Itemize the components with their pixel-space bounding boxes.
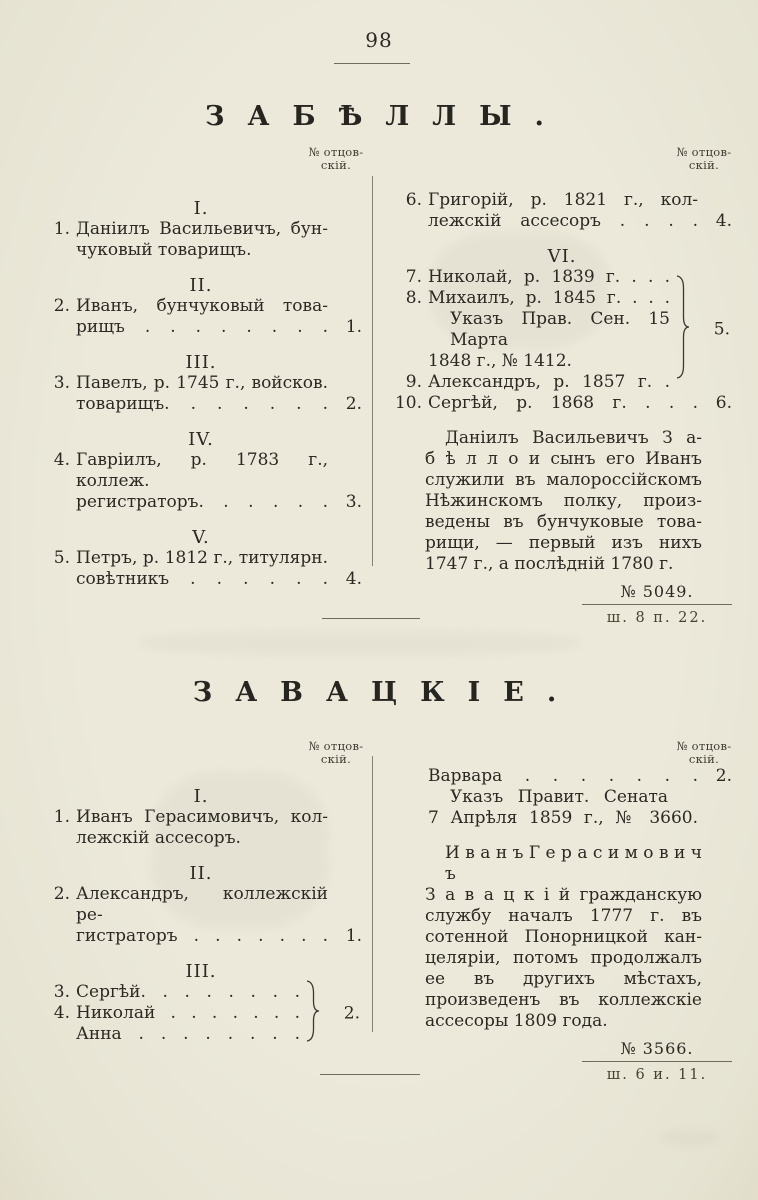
entry-number: 6. bbox=[405, 190, 422, 210]
father-ref-number: 2. bbox=[715, 766, 732, 786]
generation-heading: V. bbox=[192, 527, 210, 548]
archive-reference bbox=[582, 581, 732, 629]
entry-text: 1848 г., № 1412. bbox=[428, 351, 572, 371]
shelf-reference: ш. 8 п. 22. bbox=[606, 610, 708, 626]
note-line: служили въ малороссійскомъ bbox=[425, 470, 702, 490]
entry-text: рищъ . . . . . . . . bbox=[76, 317, 328, 337]
document-number: № 5049. bbox=[582, 581, 732, 605]
father-ref-number: 2. bbox=[343, 1003, 360, 1023]
entry-text: Александръ, коллежскій ре- bbox=[76, 884, 328, 925]
entry-number: 1. bbox=[53, 807, 70, 827]
entry-text: гистраторъ . . . . . . . bbox=[76, 926, 328, 946]
entry-text: Иванъ, бунчуковый това- bbox=[76, 296, 328, 316]
entry-number: 8. bbox=[405, 288, 422, 308]
entry-row bbox=[40, 982, 300, 1003]
genealogy-column-left bbox=[40, 184, 362, 590]
entry-row bbox=[40, 569, 362, 590]
fathers-no-column-header bbox=[294, 146, 378, 172]
entry-row bbox=[40, 926, 362, 947]
entry-row bbox=[40, 548, 362, 569]
brace-icon bbox=[305, 980, 320, 1042]
entry-row bbox=[392, 190, 732, 211]
archive-reference bbox=[582, 1038, 732, 1086]
note-line: ведены въ бунчуковые това- bbox=[425, 512, 702, 532]
entry-text: Анна . . . . . . . . bbox=[76, 1024, 300, 1044]
generation-heading: II. bbox=[189, 863, 213, 884]
page-number: 98 bbox=[365, 28, 393, 52]
fathers-no-header-line1: № отцов- bbox=[308, 145, 364, 159]
entry-text: лежскій ассесоръ . . . . bbox=[428, 211, 698, 231]
bleed-through-smudge bbox=[140, 630, 580, 656]
column-divider bbox=[372, 176, 373, 566]
entry-number: 10. bbox=[394, 393, 422, 413]
brace-icon bbox=[675, 275, 690, 379]
note-paragraph bbox=[425, 428, 702, 575]
father-ref-number: 4. bbox=[345, 569, 362, 589]
entry-text: товарищъ. . . . . . . bbox=[76, 394, 328, 414]
sibling-group bbox=[392, 267, 732, 393]
generation-heading: I. bbox=[193, 786, 209, 807]
entry-text: чуковый товарищъ. bbox=[76, 240, 252, 260]
note-line: Даніилъ Васильевичъ З а- bbox=[445, 428, 702, 448]
entry-row bbox=[392, 393, 732, 414]
column-divider bbox=[372, 756, 373, 1032]
note-line: б ѣ л л о и сынъ его Иванъ bbox=[425, 449, 702, 469]
entry-row bbox=[392, 309, 670, 351]
entry-row bbox=[392, 351, 670, 372]
note-line: ассесоры 1809 года. bbox=[425, 1011, 608, 1031]
entry-text: Варвара . . . . . . . bbox=[428, 766, 698, 786]
entry-text: Указъ Прав. Сен. 15 Марта bbox=[450, 309, 670, 350]
fathers-no-header-line1: № отцов- bbox=[676, 739, 732, 753]
entry-row bbox=[392, 808, 732, 829]
entry-text: Сергѣй, р. 1868 г. . . . bbox=[428, 393, 698, 413]
entry-row bbox=[40, 296, 362, 317]
entry-text: Григорій, р. 1821 г., кол- bbox=[428, 190, 698, 210]
entry-text: совѣтникъ . . . . . . bbox=[76, 569, 328, 589]
page-number-rule bbox=[334, 63, 410, 64]
entry-row bbox=[40, 492, 362, 513]
entry-number: 2. bbox=[53, 296, 70, 316]
fathers-no-column-header bbox=[294, 740, 378, 766]
entry-text: Николай . . . . . . . bbox=[76, 1003, 300, 1023]
entry-text: Иванъ Герасимовичъ, кол- bbox=[76, 807, 328, 827]
entry-text: Александръ, р. 1857 г. . bbox=[428, 372, 670, 392]
fathers-no-column-header bbox=[662, 146, 746, 172]
entry-text: Даніилъ Васильевичъ, бун- bbox=[76, 219, 328, 239]
father-ref-number: 1. bbox=[345, 926, 362, 946]
father-ref-number: 2. bbox=[345, 394, 362, 414]
generation-heading: III. bbox=[185, 961, 217, 982]
entry-text: Михаилъ, р. 1845 г. . . . bbox=[428, 288, 670, 308]
section-end-rule bbox=[320, 1074, 420, 1075]
bleed-through-smudge bbox=[660, 1130, 720, 1146]
entry-number: 9. bbox=[405, 372, 422, 392]
entry-row bbox=[40, 394, 362, 415]
entry-row bbox=[40, 240, 362, 261]
father-ref-number: 6. bbox=[715, 393, 732, 413]
section-divider-rule bbox=[322, 618, 420, 619]
note-line: произведенъ въ коллежскіе bbox=[425, 990, 702, 1010]
genealogy-column-right bbox=[392, 766, 732, 1086]
fathers-no-header-line2: скій. bbox=[688, 752, 720, 766]
entry-row bbox=[40, 884, 362, 926]
section-title-zavatskie: ЗАВАЦКІЕ. bbox=[192, 677, 580, 708]
entry-row bbox=[40, 450, 362, 492]
note-line: З а в а ц к і й гражданскую bbox=[425, 885, 702, 905]
generation-heading: VI. bbox=[547, 246, 577, 267]
generation-heading: II. bbox=[189, 275, 213, 296]
genealogy-column-left bbox=[40, 772, 362, 1045]
father-ref-number: 1. bbox=[345, 317, 362, 337]
entry-row bbox=[392, 787, 732, 808]
entry-number: 3. bbox=[53, 373, 70, 393]
brace-icon bbox=[305, 980, 320, 1048]
note-line: Нѣжинскомъ полку, произ- bbox=[425, 491, 702, 511]
document-number: № 3566. bbox=[582, 1038, 732, 1062]
entry-text: Сергѣй. . . . . . . . bbox=[76, 982, 300, 1002]
entry-row bbox=[392, 267, 670, 288]
genealogy-column-right bbox=[392, 190, 732, 629]
fathers-no-header-line2: скій. bbox=[688, 158, 720, 172]
fathers-no-header-line2: скій. bbox=[320, 752, 352, 766]
generation-heading: III. bbox=[185, 352, 217, 373]
entry-number: 4. bbox=[53, 1003, 70, 1023]
note-line: И в а н ъ Г е р а с и м о в и ч ъ bbox=[445, 843, 702, 884]
entry-row bbox=[392, 372, 670, 393]
entry-row bbox=[392, 288, 670, 309]
entry-number: 3. bbox=[53, 982, 70, 1002]
note-line: службу началъ 1777 г. въ bbox=[425, 906, 702, 926]
entry-row bbox=[40, 807, 362, 828]
entry-row bbox=[40, 1003, 300, 1024]
entry-text: 7 Апрѣля 1859 г., № 3660. bbox=[428, 808, 698, 828]
entry-text: Павелъ, р. 1745 г., войсков. bbox=[76, 373, 328, 393]
father-ref-number: 3. bbox=[345, 492, 362, 512]
fathers-no-header-line2: скій. bbox=[320, 158, 352, 172]
generation-heading: I. bbox=[193, 198, 209, 219]
entry-row bbox=[40, 219, 362, 240]
note-line: сотенной Понорницкой кан- bbox=[425, 927, 702, 947]
entry-row bbox=[40, 317, 362, 338]
sibling-group bbox=[40, 982, 362, 1045]
note-line: рищи, — первый изъ нихъ bbox=[425, 533, 702, 553]
entry-number: 1. bbox=[53, 219, 70, 239]
entry-row bbox=[40, 828, 362, 849]
entry-number: 7. bbox=[405, 267, 422, 287]
entry-row bbox=[40, 1024, 300, 1045]
section-title-zabelly: ЗАБѢЛЛЫ. bbox=[205, 101, 567, 132]
entry-number: 5. bbox=[53, 548, 70, 568]
entry-text: Гавріилъ, р. 1783 г., коллеж. bbox=[76, 450, 328, 491]
note-line: 1747 г., а послѣдній 1780 г. bbox=[425, 554, 674, 574]
generation-heading: IV. bbox=[188, 429, 214, 450]
entry-row bbox=[392, 211, 732, 232]
entry-row bbox=[392, 766, 732, 787]
entry-text: Петръ, р. 1812 г., титулярн. bbox=[76, 548, 328, 568]
note-line: ее въ другихъ мѣстахъ, bbox=[425, 969, 702, 989]
father-ref-number: 4. bbox=[715, 211, 732, 231]
shelf-reference: ш. 6 и. 11. bbox=[606, 1067, 708, 1083]
entry-row bbox=[40, 373, 362, 394]
father-ref-number: 5. bbox=[713, 319, 730, 340]
entry-number: 4. bbox=[53, 450, 70, 470]
entry-text: Николай, р. 1839 г. . . . bbox=[428, 267, 670, 287]
note-paragraph bbox=[425, 843, 702, 1032]
entry-number: 2. bbox=[53, 884, 70, 904]
entry-text: лежскій ассесоръ. bbox=[76, 828, 241, 848]
fathers-no-header-line1: № отцов- bbox=[308, 739, 364, 753]
brace-icon bbox=[675, 275, 690, 385]
note-line: целяріи, потомъ продолжалъ bbox=[425, 948, 702, 968]
entry-text: регистраторъ. . . . . . bbox=[76, 492, 328, 512]
fathers-no-header-line1: № отцов- bbox=[676, 145, 732, 159]
entry-text: Указъ Правит. Сената bbox=[450, 787, 668, 807]
fathers-no-column-header bbox=[662, 740, 746, 766]
